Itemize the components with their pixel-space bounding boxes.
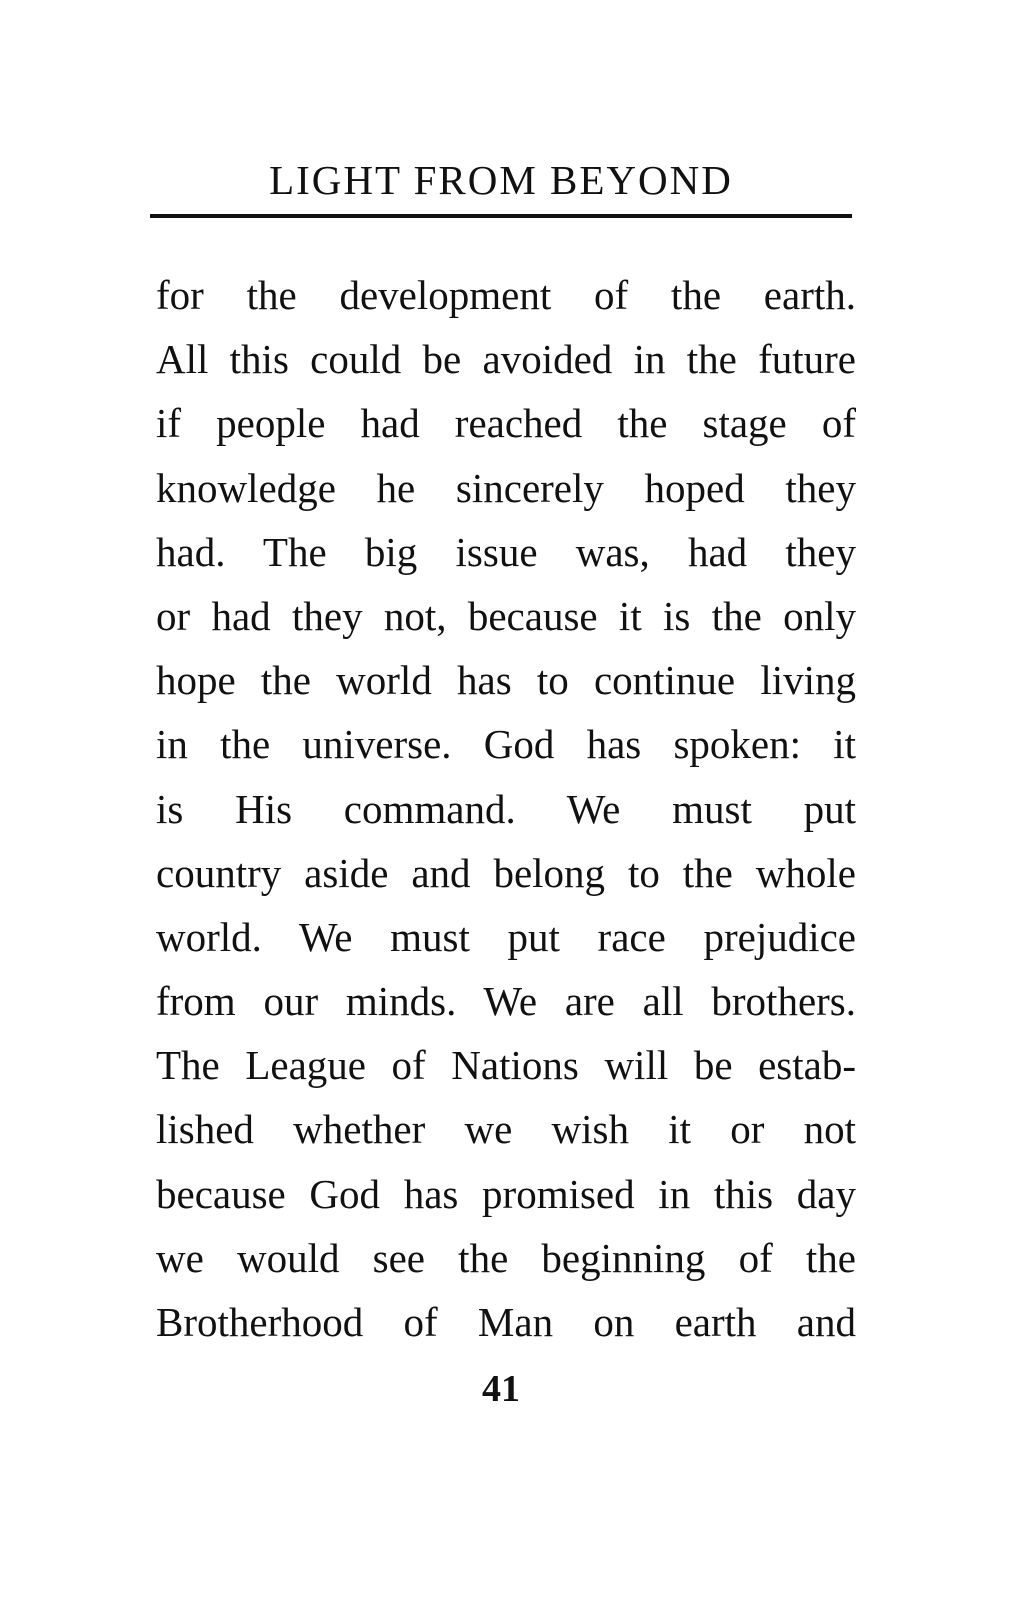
text-line: The League of Nations will be estab-	[156, 1042, 856, 1089]
text-line: had. The big issue was, had they	[156, 528, 856, 575]
text-line: because God has promised in this day	[156, 1170, 856, 1217]
text-line: All this could be avoided in the future	[156, 336, 856, 383]
text-line: in the universe. God has spoken: it	[156, 721, 856, 768]
text-line: country aside and belong to the whole	[156, 849, 856, 896]
text-line: or had they not, because it is the only	[156, 592, 856, 639]
text-line: world. We must put race prejudice	[156, 913, 856, 960]
text-line: for the development of the earth.	[156, 272, 856, 318]
text-line: we would see the beginning of the	[156, 1234, 856, 1281]
text-line: is His command. We must put	[156, 785, 856, 832]
header-rule	[150, 214, 852, 218]
text-line: from our minds. We are all brothers.	[156, 978, 856, 1025]
text-line: knowledge he sincerely hoped they	[156, 464, 856, 511]
running-head: LIGHT FROM BEYOND	[269, 157, 733, 203]
text-line: Brotherhood of Man on earth and	[156, 1299, 856, 1345]
page-number: 41	[482, 1368, 520, 1410]
text-line: if people had reached the stage of	[156, 400, 856, 447]
body-text	[156, 263, 856, 1354]
text-line: lished whether we wish it or not	[156, 1106, 856, 1153]
text-line: hope the world has to continue living	[156, 657, 856, 704]
